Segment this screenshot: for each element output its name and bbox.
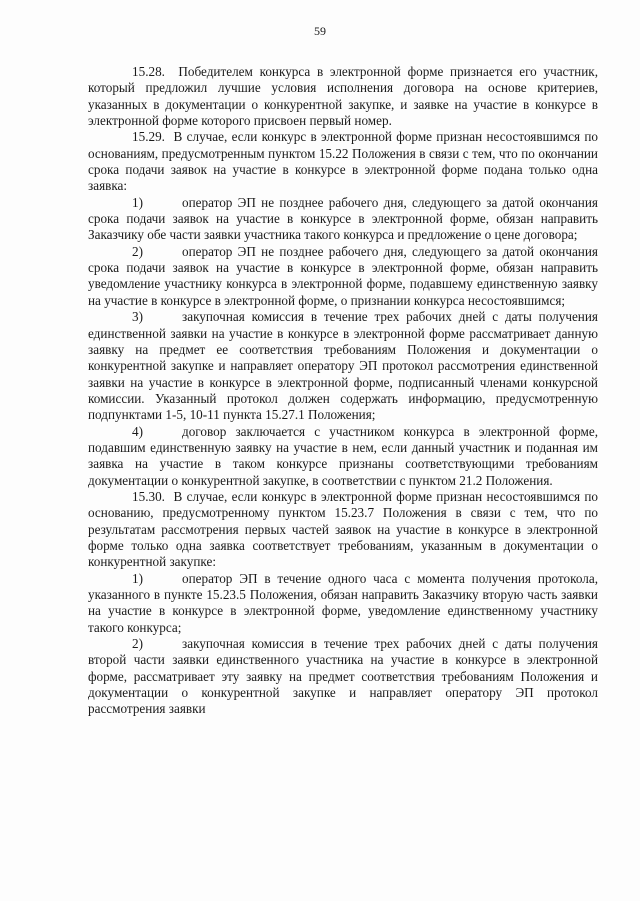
paragraph <box>88 64 598 129</box>
paragraph-text: 15.28. Победителем конкурса в электронной форме признается его участник, который предложил лучшие условия исполнения договора на основе критериев, указанных в документации о конкурентной закупке, и заявке на участие в конкурсе в электронной форме которого присвоен первый номер. <box>88 64 598 129</box>
list-item-number: 4) <box>132 423 143 439</box>
list-item-number: 1) <box>132 570 143 586</box>
page-number: 59 <box>314 24 326 38</box>
list-item-text: договор заключается с участником конкурса в электронной форме, подавшим единственную заявку на участие в нем, если данный участник и поданная им заявка на участие в таком конкурсе признаны соответствующими требованиям документации о конкурентной закупке, в соответствии с пунктом 21.2 Положения. <box>88 423 598 488</box>
paragraph-text: 15.30. В случае, если конкурс в электронной форме признан несостоявшимся по основанию, предусмотренному пунктом 15.23.7 Положения в связи с тем, что по результатам рассмотрения первых частей заявок на участие в конкурсе в электронной форме только одна заявка соответствует требованиям, указанным в документации о конкурентной закупке: <box>88 488 598 570</box>
list-item-number: 3) <box>132 309 143 325</box>
list-item-text: оператор ЭП не позднее рабочего дня, следующего за датой окончания срока подачи заявок на участие в конкурсе в электронной форме, обязан направить Заказчику обе части заявки участника такого конкурса и предложение о цене договора; <box>88 194 598 243</box>
paragraph-text: 15.29. В случае, если конкурс в электронной форме признан несостоявшимся по основаниям, предусмотренным пунктом 15.22 Положения в связи с тем, что по окончании срока подачи заявок на участие в конкурсе в электронной форме подана только одна заявка: <box>88 129 598 194</box>
list-item-number: 2) <box>132 243 143 259</box>
list-item <box>88 309 598 423</box>
list-item <box>88 424 598 489</box>
list-item <box>88 244 598 309</box>
paragraph <box>88 129 598 194</box>
list-item-text: оператор ЭП не позднее рабочего дня, следующего за датой окончания срока подачи заявок на участие в конкурсе в электронной форме, обязан направить уведомление участнику конкурса в электронной форме, подавшему единственную заявку на участие в конкурсе в электронной форме, о признании конкурса несостоявшимся; <box>88 243 598 308</box>
paragraph <box>88 489 598 571</box>
list-item-number: 1) <box>132 194 143 210</box>
list-item <box>88 571 598 636</box>
list-item-text: закупочная комиссия в течение трех рабочих дней с даты получения второй части заявки единственного участника на участие в конкурсе в электронной форме, рассматривает эту заявку на предмет соответствия требованиям Положения и документации о конкурентной закупке и направляет оператору ЭП протокол рассмотрения заявки <box>88 636 598 717</box>
list-item-text: оператор ЭП в течение одного часа с момента получения протокола, указанного в пункте 15.23.5 Положения, обязан направить Заказчику вторую часть заявки на участие в конкурсе в электронной форме, уведомление единственному участнику такого конкурса; <box>88 570 598 635</box>
document-body <box>88 64 598 718</box>
list-item-text: закупочная комиссия в течение трех рабочих дней с даты получения единственной заявки на участие в конкурсе в электронной форме рассматривает данную заявку на предмет ее соответствия требованиям Положения и документации о конкурентной закупке и направляет оператору ЭП протокол рассмотрения единственной заявки на участие в конкурсе в электронной форме, подписанный членами конкурсной комиссии. Указанный протокол должен содержать информацию, предусмотренную подпунктами 1-5, 10-11 пункта 15.27.1 Положения; <box>88 309 598 423</box>
list-item <box>88 195 598 244</box>
list-item <box>88 636 598 718</box>
list-item-number: 2) <box>132 636 143 652</box>
